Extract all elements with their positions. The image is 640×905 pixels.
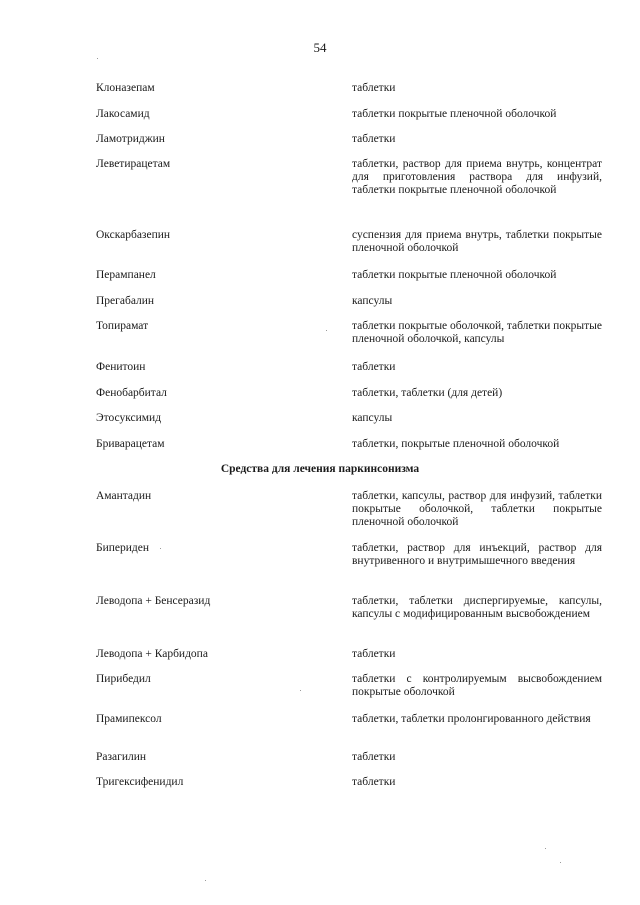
drug-name: Ламотриджин [96, 133, 165, 145]
dosage-form: таблетки [352, 361, 396, 373]
scan-speck [205, 880, 206, 881]
drug-name: Клоназепам [96, 82, 155, 94]
dosage-form: капсулы [352, 295, 393, 307]
drug-name: Леветирацетам [96, 158, 171, 170]
dosage-form: таблетки, таблетки диспергируемые, капсулы, капсулы с модифицированным высвобождением [352, 595, 602, 620]
scan-speck [300, 690, 301, 691]
scan-speck [326, 330, 327, 331]
scan-speck [97, 58, 98, 59]
drug-name: Перампанел [96, 269, 156, 281]
drug-name: Леводопа + Бенсеразид [96, 595, 211, 607]
dosage-form: капсулы [352, 412, 393, 424]
dosage-form: таблетки, раствор для инъекций, раствор для внутривенного и внутримышечного введения [352, 542, 602, 567]
drug-name: Фенитоин [96, 361, 146, 373]
drug-name: Этосуксимид [96, 412, 162, 424]
drug-name: Прегабалин [96, 295, 155, 307]
dosage-form: таблетки [352, 776, 396, 788]
dosage-form: таблетки [352, 133, 396, 145]
drug-name: Леводопа + Карбидопа [96, 648, 208, 660]
page-number: 54 [313, 40, 327, 55]
drug-name: Тригексифенидил [96, 776, 184, 788]
dosage-form: таблетки покрытые пленочной оболочкой [352, 269, 557, 281]
drug-name: Разагилин [96, 751, 147, 763]
drug-name: Топирамат [96, 320, 149, 332]
drug-name: Бриварацетам [96, 438, 165, 450]
dosage-form: таблетки, раствор для приема внутрь, концентрат для приготовления раствора для инфузий, таблетки покрытые пленочной оболочкой [352, 158, 602, 196]
dosage-form: таблетки, таблетки пролонгированного действия [352, 713, 591, 725]
scan-speck [160, 548, 161, 549]
drug-name: Лакосамид [96, 108, 150, 120]
drug-name: Фенобарбитал [96, 387, 167, 399]
drug-name: Прамипексол [96, 713, 162, 725]
dosage-form: таблетки покрытые оболочкой, таблетки покрытые пленочной оболочкой, капсулы [352, 320, 602, 345]
dosage-form: таблетки, покрытые пленочной оболочкой [352, 438, 560, 450]
section-heading: Средства для лечения паркинсонизма [220, 463, 420, 475]
dosage-form: таблетки, таблетки (для детей) [352, 387, 503, 399]
scan-speck [545, 848, 546, 849]
dosage-form: суспензия для приема внутрь, таблетки покрытые пленочной оболочкой [352, 229, 602, 254]
dosage-form: таблетки с контролируемым высвобождением покрытые оболочкой [352, 673, 602, 698]
drug-name: Окскарбазепин [96, 229, 171, 241]
dosage-form: таблетки [352, 648, 396, 660]
dosage-form: таблетки [352, 82, 396, 94]
dosage-form: таблетки покрытые пленочной оболочкой [352, 108, 557, 120]
dosage-form: таблетки, капсулы, раствор для инфузий, таблетки покрытые оболочкой, таблетки покрытые пленочной оболочкой [352, 490, 602, 528]
drug-name: Амантадин [96, 490, 152, 502]
drug-name: Бипериден [96, 542, 150, 554]
drug-name: Пирибедил [96, 673, 151, 685]
scan-speck [560, 862, 561, 863]
dosage-form: таблетки [352, 751, 396, 763]
